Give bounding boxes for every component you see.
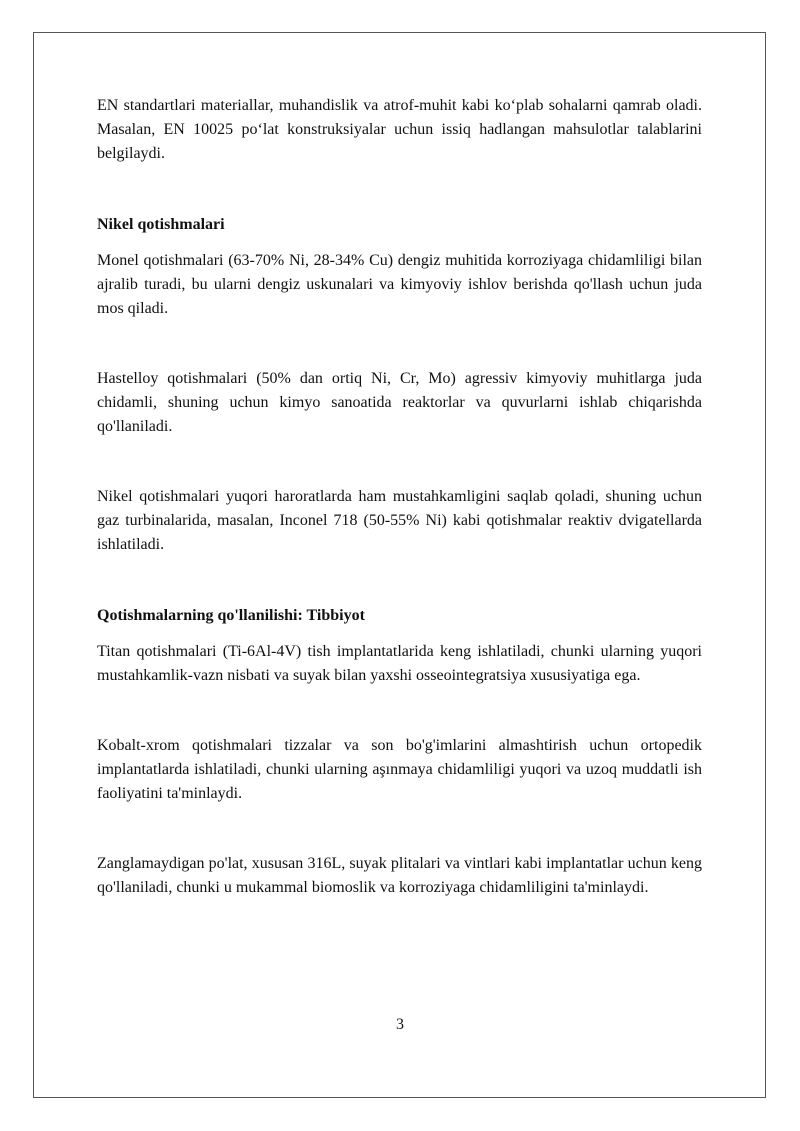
page-content — [97, 94, 702, 900]
intro-paragraph: EN standartlari materiallar, muhandislik va atrof-muhit kabi ko‘plab sohalarni qamrab oladi. Masalan, EN 10025 po‘lat konstruksiyalar uchun issiq hadlangan mahsulotlar talablarini belgilaydi. — [97, 97, 702, 162]
paragraph-titanium: Titan qotishmalari (Ti-6Al-4V) tish implantatlarida keng ishlatiladi, chunki ularning yuqori mustahkamlik-vazn nisbati va suyak bilan yaxshi osseointegratsiya xususiyatiga ega. — [97, 643, 702, 684]
paragraph-hastelloy: Hastelloy qotishmalari (50% dan ortiq Ni, Cr, Mo) agressiv kimyoviy muhitlarga juda chidamli, shuning uchun kimyo sanoatida reaktorlar va quvurlarni ishlab chiqarishda qo'llaniladi. — [97, 370, 702, 435]
paragraph-inconel: Nikel qotishmalari yuqori haroratlarda ham mustahkamligini saqlab qoladi, shuning uchun gaz turbinalarida, masalan, Inconel 718 (50-55% Ni) kabi qotishmalar reaktiv dvigatellarda ishlatiladi. — [97, 488, 702, 553]
page-number: 3 — [396, 1016, 404, 1033]
section-heading-medical-applications: Qotishmalarning qo'llanilishi: Tibbiyot — [97, 607, 365, 624]
paragraph-stainless-steel: Zanglamaydigan po'lat, xususan 316L, suyak plitalari va vintlari kabi implantatlar uchun keng qo'llaniladi, chunki u mukammal biomoslik va korroziyaga chidamliligini ta'minlaydi. — [97, 855, 702, 896]
paragraph-monel: Monel qotishmalari (63-70% Ni, 28-34% Cu) dengiz muhitida korroziyaga chidamliligi bilan ajralib turadi, bu ularni dengiz uskunalari va kimyoviy ishlov berishda qo'llash uchun juda mos qiladi. — [97, 252, 702, 317]
section-heading-nickel-alloys: Nikel qotishmalari — [97, 216, 225, 233]
paragraph-cobalt-chrome: Kobalt-xrom qotishmalari tizzalar va son bo'g'imlarini almashtirish uchun ortopedik implantatlarda ishlatiladi, chunki ularning aşınmaya chidamliligi yuqori va uzoq muddatli ish faoliyatini ta'minlaydi. — [97, 737, 702, 802]
